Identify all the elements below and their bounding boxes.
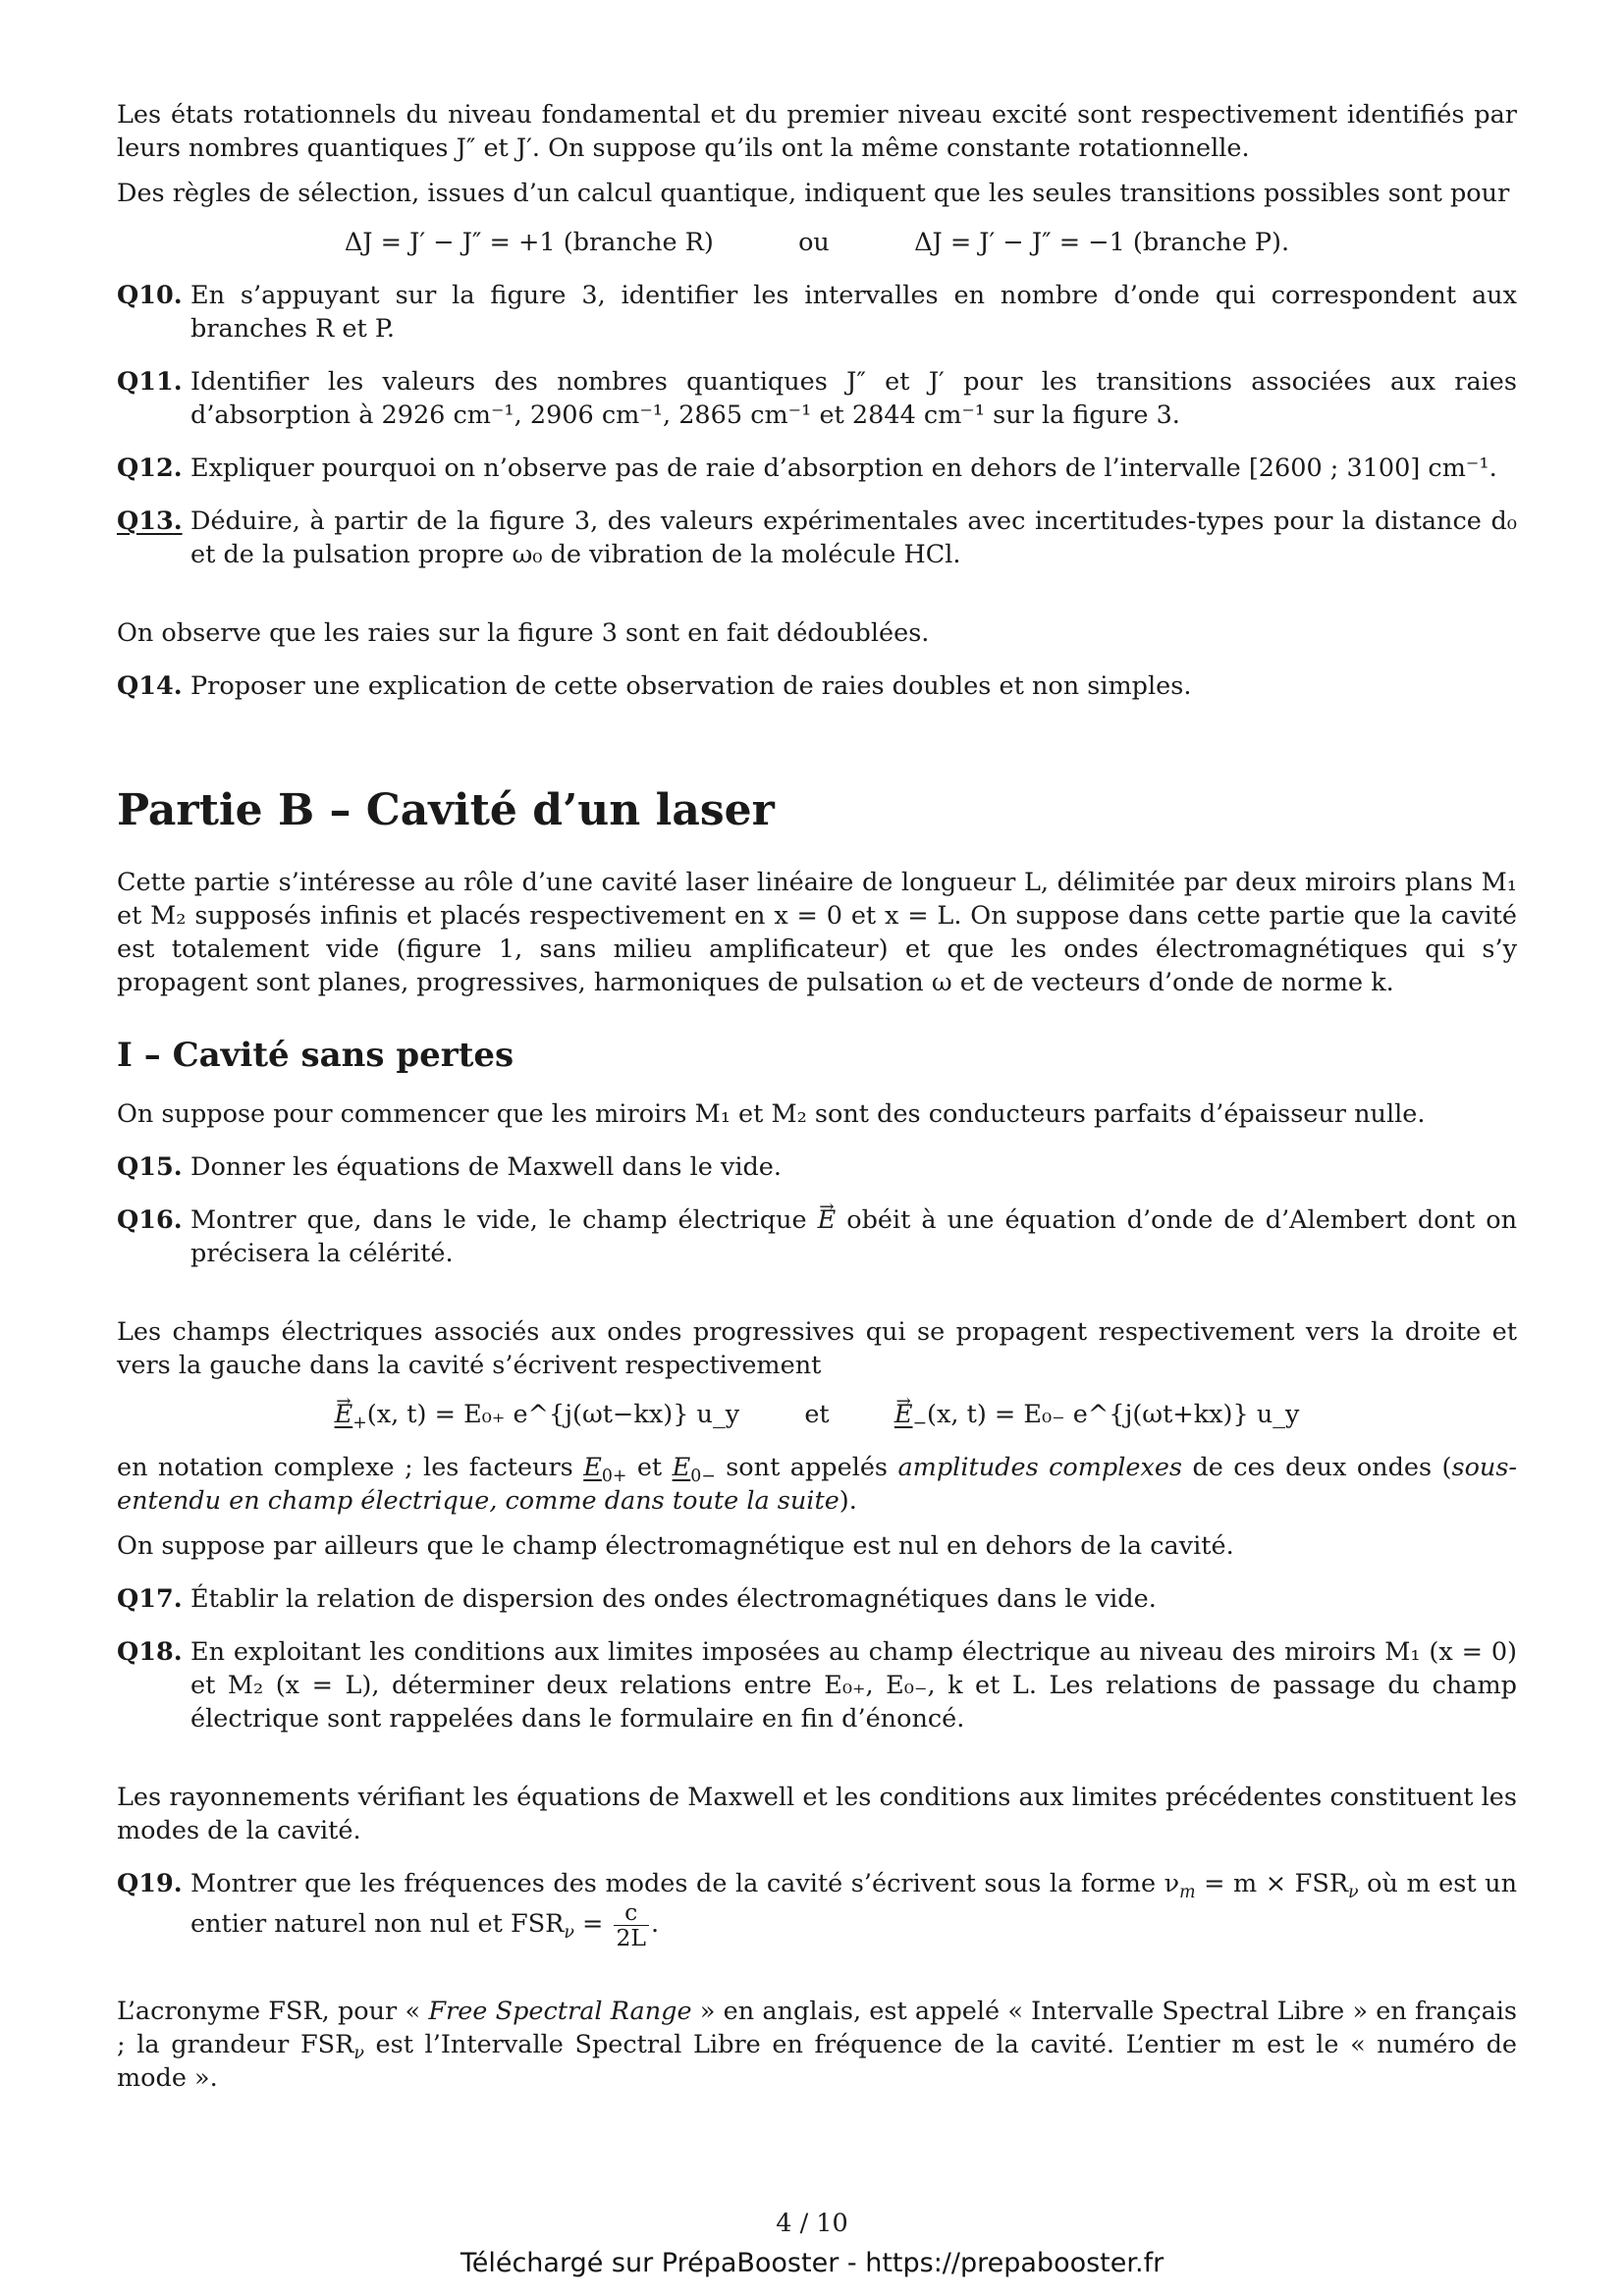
question-q16 <box>117 1203 1517 1270</box>
branch-p-rule: ΔJ = J′ − J″ = −1 (branche P). <box>914 228 1290 257</box>
download-notice: Téléchargé sur PrépaBooster - https://prepabooster.fr <box>460 2248 1164 2278</box>
question-text: En exploitant les conditions aux limites imposées au champ électrique au niveau des miroirs M₁ (x = 0) et M₂ (x = L), déterminer deux relations entre E₀₊, E₀₋, k et L. Les relations de passage du champ électrique sont rappelées dans le formulaire en fin d’énoncé. <box>190 1637 1517 1734</box>
question-q14 <box>117 669 1517 703</box>
notation-text-e: ). <box>839 1486 857 1516</box>
fraction-numerator: c <box>614 1900 650 1926</box>
observation-text: On observe que les raies sur la figure 3 sont en fait dédoublées. <box>117 618 930 648</box>
amplitude-e0-plus: E <box>583 1453 602 1482</box>
question-q11 <box>117 365 1517 432</box>
question-q12 <box>117 452 1517 485</box>
question-text: Expliquer pourquoi on n’observe pas de raie d’absorption en dehors de l’intervalle [2600 ; 3100] cm⁻¹. <box>190 454 1497 483</box>
e-minus-symbol: → E <box>894 1398 913 1431</box>
selection-rules-equation <box>117 226 1517 259</box>
question-number: Q14. <box>117 671 183 701</box>
question-q18 <box>117 1635 1517 1735</box>
question-number: Q11. <box>117 367 183 397</box>
section-i-intro: On suppose pour commencer que les miroirs M₁ et M₂ sont des conducteurs parfaits d’épaisseur nulle. <box>117 1099 1426 1129</box>
branch-r-rule: ΔJ = J′ − J″ = +1 (branche R) <box>344 228 714 257</box>
question-number: Q19. <box>117 1869 183 1898</box>
question-number: Q17. <box>117 1584 183 1614</box>
question-text-b: = m × FSR <box>1204 1869 1349 1898</box>
question-text-a: Montrer que, dans le vide, le champ électrique <box>190 1205 807 1235</box>
intro-paragraph-2: Des règles de sélection, issues d’un calcul quantique, indiquent que les seules transitions possibles sont pour <box>117 179 1510 208</box>
question-text-c: où m est un entier naturel non nul et FSR <box>190 1869 1518 1940</box>
question-text: Établir la relation de dispersion des ondes électromagnétiques dans le vide. <box>190 1584 1157 1614</box>
page-content <box>117 98 1517 2107</box>
wave-minus-expression: (x, t) = E₀₋ e^{j(ωt+kx)} u_y <box>927 1400 1300 1429</box>
fsr-fraction <box>614 1900 650 1949</box>
notation-text-c: sont appelés <box>726 1453 889 1482</box>
question-number: Q18. <box>117 1637 183 1667</box>
fraction-denominator: 2L <box>616 1923 646 1951</box>
fsr-text-b: » en anglais, est appelé « Intervalle Spectral Libre » en français ; la grandeur FSR <box>117 1997 1518 2060</box>
question-text: En s’appuyant sur la figure 3, identifier les intervalles en nombre d’onde qui correspondent aux branches R et P. <box>190 281 1517 344</box>
question-text-d: = <box>582 1909 604 1940</box>
notation-emphasis-2: sous-entendu en champ électrique, comme dans toute la suite <box>117 1453 1518 1516</box>
question-number: Q10. <box>117 281 183 310</box>
question-q13 <box>117 505 1517 571</box>
question-number: Q15. <box>117 1152 183 1182</box>
question-q19: Q19. Montrer que les fréquences des modes de la cavité s’écrivent sous la forme $\nu_m = m \times FSR_\nu$ où m est un entier naturel non nul et $FSR_\nu$ = $\frac{c}{2L}$ . <box>117 1869 1518 1951</box>
page-number: 4 / 10 <box>776 2209 848 2238</box>
question-text: Donner les équations de Maxwell dans le vide. <box>190 1152 783 1182</box>
field-null-text: On suppose par ailleurs que le champ électromagnétique est nul en dehors de la cavité. <box>117 1531 1234 1561</box>
notation-emphasis-1: amplitudes complexes <box>897 1453 1183 1482</box>
amplitude-e0-minus: E <box>672 1453 691 1482</box>
notation-text-d: de ces deux ondes ( <box>1192 1453 1452 1482</box>
part-b-heading: Partie B – Cavité d’un laser <box>117 785 775 835</box>
question-text: Déduire, à partir de la figure 3, des valeurs expérimentales avec incertitudes-types pour la distance d₀ et de la pulsation propre ω₀ de vibration de la molécule HCl. <box>190 507 1517 569</box>
waves-intro: Les champs électriques associés aux ondes progressives qui se propagent respectivement vers la droite et vers la gauche dans la cavité s’écrivent respectivement <box>117 1317 1517 1380</box>
question-number: Q13. <box>117 507 183 536</box>
question-text-b: obéit à une équation d’onde de d’Alembert dont on précisera la célérité. <box>190 1205 1517 1268</box>
waves-equation: → $E_+(x$, t) = E₀₊ e^{j(ωt−kx)} u_y et → $E_-(x$, t) = E₀₋ e^{j(ωt+kx)} u_y <box>117 1398 1517 1431</box>
fsr-definition: L’acronyme FSR, pour « Free Spectral Range » en anglais, est appelé « Intervalle Spectral Libre » en français ; la grandeur $FSR_\nu$ est l’Intervalle Spectral Libre en fréquence de la cavité. L’entier m est le « numéro de mode ». <box>117 1997 1518 2094</box>
question-q15 <box>117 1150 1517 1184</box>
e-plus-symbol: → E <box>335 1398 353 1431</box>
electric-field-vector: → E <box>818 1203 837 1237</box>
question-text: Identifier les valeurs des nombres quantiques J″ et J′ pour les transitions associées aux raies d’absorption à 2926 cm⁻¹, 2906 cm⁻¹, 2865 cm⁻¹ et 2844 cm⁻¹ sur la figure 3. <box>190 367 1517 430</box>
question-q10 <box>117 279 1517 346</box>
equation-or: ou <box>798 228 830 257</box>
question-number: Q12. <box>117 454 183 483</box>
fsr-text-c: est l’Intervalle Spectral Libre en fréquence de la cavité. L’entier m est le « numéro de mode ». <box>117 2030 1517 2094</box>
wave-plus-expression: (x, t) = E₀₊ e^{j(ωt−kx)} u_y <box>366 1400 740 1429</box>
question-q17 <box>117 1582 1517 1616</box>
question-text-a: Montrer que les fréquences des modes de la cavité s’écrivent sous la forme ν <box>190 1869 1180 1898</box>
modes-text: Les rayonnements vérifiant les équations de Maxwell et les conditions aux limites précédentes constituent les modes de la cavité. <box>117 1783 1517 1845</box>
waves-notation: en notation complexe ; les facteurs $E_{0+}$ et $E_{0-}$ sont appelés amplitudes complexes de ces deux ondes (sous-entendu en champ électrique, comme dans toute la suite). <box>117 1453 1518 1516</box>
part-b-intro: Cette partie s’intéresse au rôle d’une cavité laser linéaire de longueur L, délimitée par deux miroirs plans M₁ et M₂ supposés infinis et placés respectivement en x = 0 et x = L. On suppose dans cette partie que la cavité est totalement vide (figure 1, sans milieu amplificateur) et que les ondes électromagnétiques qui s’y propagent sont planes, progressives, harmoniques de pulsation ω et de vecteurs d’onde de norme k. <box>117 868 1517 997</box>
question-number: Q16. <box>117 1205 183 1235</box>
notation-text-b: et <box>636 1453 663 1482</box>
fsr-text-a: L’acronyme FSR, pour « <box>117 1997 421 2027</box>
question-text: Proposer une explication de cette observation de raies doubles et non simples. <box>190 671 1192 701</box>
notation-text-a: en notation complexe ; les facteurs <box>117 1453 573 1482</box>
intro-paragraph-1: Les états rotationnels du niveau fondamental et du premier niveau excité sont respectivement identifiés par leurs nombres quantiques J″ et J′. On suppose qu’ils ont la même constante rotationnelle. <box>117 100 1517 163</box>
section-i-heading: I – Cavité sans pertes <box>117 1036 514 1075</box>
fsr-emphasis: Free Spectral Range <box>428 1997 692 2027</box>
equation-and: et <box>804 1400 830 1429</box>
